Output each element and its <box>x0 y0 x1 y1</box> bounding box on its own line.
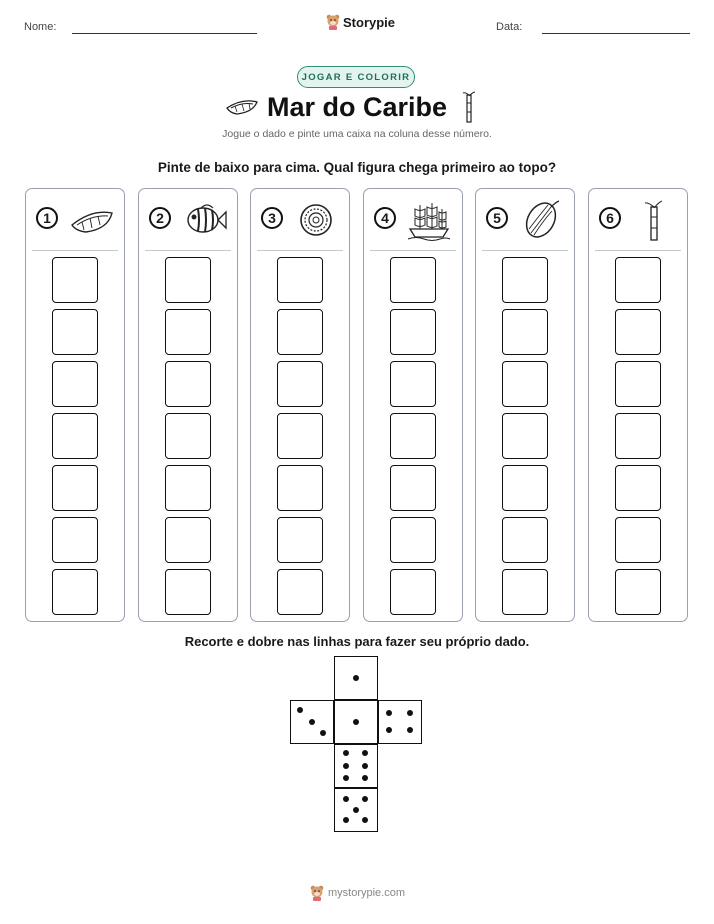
dice-face-6 <box>334 744 378 788</box>
color-box[interactable] <box>615 309 661 355</box>
dice-face-5 <box>334 788 378 832</box>
color-box[interactable] <box>277 465 323 511</box>
color-box[interactable] <box>502 413 548 459</box>
color-box[interactable] <box>277 413 323 459</box>
dice-pip <box>362 775 368 781</box>
dice-instruction: Recorte e dobre nas linhas para fazer seu próprio dado. <box>184 634 530 649</box>
footer <box>310 885 405 901</box>
dice-pip <box>407 727 413 733</box>
dice-face-4 <box>378 700 422 744</box>
column-number: 3 <box>261 207 283 229</box>
brand-name: Storypie <box>343 14 396 30</box>
question-text: Pinte de baixo para cima. Qual figura chega primeiro ao topo? <box>157 160 557 175</box>
column-divider <box>32 250 118 251</box>
column-divider <box>145 250 231 251</box>
column-number: 5 <box>486 207 508 229</box>
color-box[interactable] <box>52 569 98 615</box>
column-divider <box>482 250 568 251</box>
color-box[interactable] <box>277 361 323 407</box>
dice-pip <box>343 817 349 823</box>
color-box[interactable] <box>52 309 98 355</box>
name-line[interactable] <box>72 33 257 34</box>
fish-icon <box>181 199 227 241</box>
color-box[interactable] <box>390 517 436 563</box>
color-box[interactable] <box>615 465 661 511</box>
color-box[interactable] <box>277 569 323 615</box>
dice-pip <box>343 796 349 802</box>
date-label: Data: <box>496 21 523 33</box>
name-label: Nome: <box>24 21 57 33</box>
coin-icon <box>293 199 339 241</box>
dice-pip <box>343 763 349 769</box>
ship-icon <box>406 199 452 241</box>
bear-footer-icon <box>310 885 324 901</box>
column-4 <box>363 188 463 622</box>
column-divider <box>370 250 456 251</box>
dice-pip <box>343 775 349 781</box>
color-box[interactable] <box>165 517 211 563</box>
dice-pip <box>362 750 368 756</box>
color-box[interactable] <box>390 309 436 355</box>
color-box[interactable] <box>165 361 211 407</box>
column-number: 6 <box>599 207 621 229</box>
column-divider <box>257 250 343 251</box>
color-box[interactable] <box>390 413 436 459</box>
dice-pip <box>386 710 392 716</box>
color-box[interactable] <box>277 517 323 563</box>
color-box[interactable] <box>615 413 661 459</box>
color-box[interactable] <box>277 309 323 355</box>
brand-logo <box>326 14 395 30</box>
color-box[interactable] <box>52 361 98 407</box>
color-box[interactable] <box>277 257 323 303</box>
dice-pip <box>362 817 368 823</box>
color-box[interactable] <box>502 569 548 615</box>
dice-face-3 <box>290 700 334 744</box>
color-box[interactable] <box>615 257 661 303</box>
color-box[interactable] <box>502 465 548 511</box>
color-box[interactable] <box>52 465 98 511</box>
dice-pip <box>343 750 349 756</box>
color-box[interactable] <box>165 309 211 355</box>
column-5 <box>475 188 575 622</box>
sugarcane-title-icon <box>462 91 476 123</box>
dice-pip <box>309 719 315 725</box>
column-number: 4 <box>374 207 396 229</box>
page-title: Mar do Caribe <box>266 92 448 122</box>
dice-pip <box>386 727 392 733</box>
activity-badge: JOGAR E COLORIR <box>297 66 415 88</box>
color-box[interactable] <box>390 465 436 511</box>
color-box[interactable] <box>52 413 98 459</box>
subtitle: Jogue o dado e pinte uma caixa na coluna desse número. <box>222 128 492 140</box>
dice-net <box>290 656 424 834</box>
color-box[interactable] <box>615 517 661 563</box>
color-box[interactable] <box>165 569 211 615</box>
color-box[interactable] <box>390 361 436 407</box>
dice-face-1 <box>334 700 378 744</box>
color-box[interactable] <box>502 517 548 563</box>
color-box[interactable] <box>52 257 98 303</box>
dice-pip <box>362 796 368 802</box>
dice-face-1 <box>334 656 378 700</box>
column-number: 2 <box>149 207 171 229</box>
dice-pip <box>353 807 359 813</box>
color-box[interactable] <box>615 361 661 407</box>
dice-pip <box>353 719 359 725</box>
color-box[interactable] <box>52 517 98 563</box>
color-box[interactable] <box>390 257 436 303</box>
column-6 <box>588 188 688 622</box>
color-box[interactable] <box>165 413 211 459</box>
color-box[interactable] <box>502 257 548 303</box>
color-box[interactable] <box>502 361 548 407</box>
dice-pip <box>407 710 413 716</box>
color-box[interactable] <box>165 257 211 303</box>
cocoa-pod-icon <box>518 199 564 241</box>
bear-icon <box>326 14 340 30</box>
dice-pip <box>297 707 303 713</box>
sugarcane-icon <box>631 199 677 241</box>
dice-pip <box>362 763 368 769</box>
color-box[interactable] <box>502 309 548 355</box>
color-box[interactable] <box>390 569 436 615</box>
canoe-icon <box>68 199 114 241</box>
color-box[interactable] <box>165 465 211 511</box>
footer-url: mystorypie.com <box>328 887 406 899</box>
column-2 <box>138 188 238 622</box>
color-box[interactable] <box>615 569 661 615</box>
column-1 <box>25 188 125 622</box>
column-3 <box>250 188 350 622</box>
dice-pip <box>320 730 326 736</box>
column-number: 1 <box>36 207 58 229</box>
column-divider <box>595 250 681 251</box>
date-line[interactable] <box>542 33 690 34</box>
dice-pip <box>353 675 359 681</box>
